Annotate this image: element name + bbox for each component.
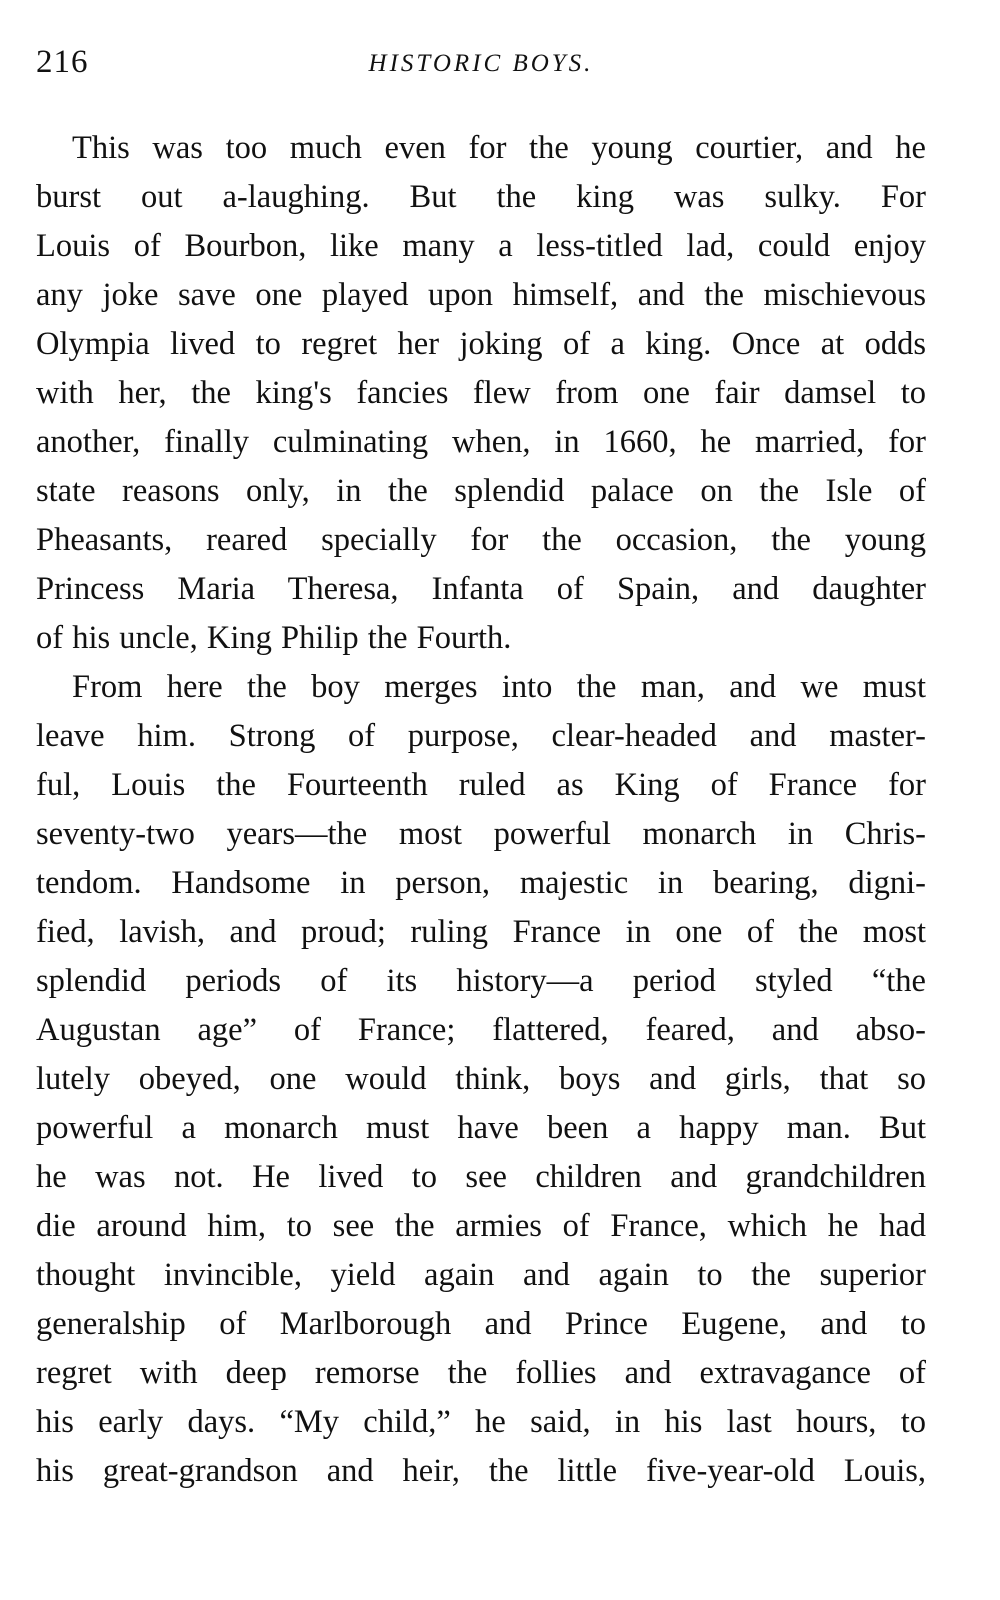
text-line: thought invincible, yield again and again to the superior	[36, 1257, 926, 1293]
text-line: fied, lavish, and proud; ruling France in one of the most	[36, 914, 926, 950]
text-line: seventy-two years—the most powerful monarch in Chris-	[36, 816, 926, 852]
paragraph-2	[36, 663, 926, 1496]
body-text	[36, 124, 926, 1496]
page-header	[36, 44, 926, 90]
text-line: Augustan age” of France; flattered, feared, and abso-	[36, 1012, 926, 1048]
text-line: Princess Maria Theresa, Infanta of Spain, and daughter	[36, 571, 926, 607]
text-line: he was not. He lived to see children and grandchildren	[36, 1159, 926, 1195]
text-line: powerful a monarch must have been a happy man. But	[36, 1110, 926, 1146]
text-line: state reasons only, in the splendid palace on the Isle of	[36, 473, 926, 509]
page-number: 216	[36, 44, 89, 80]
text-line: another, finally culminating when, in 1660, he married, for	[36, 424, 926, 460]
text-line: tendom. Handsome in person, majestic in bearing, digni-	[36, 865, 926, 901]
text-line: with her, the king's fancies flew from one fair damsel to	[36, 375, 926, 411]
text-line: any joke save one played upon himself, and the mischievous	[36, 277, 926, 313]
text-line: From here the boy merges into the man, and we must	[72, 669, 926, 705]
text-line: ful, Louis the Fourteenth ruled as King of France for	[36, 767, 926, 803]
text-line: die around him, to see the armies of France, which he had	[36, 1208, 926, 1244]
text-line: lutely obeyed, one would think, boys and girls, that so	[36, 1061, 926, 1097]
text-line: Pheasants, reared specially for the occasion, the young	[36, 522, 926, 558]
text-line: This was too much even for the young courtier, and he	[72, 130, 926, 166]
text-line: Louis of Bourbon, like many a less-titled lad, could enjoy	[36, 228, 926, 264]
text-line: regret with deep remorse the follies and extravagance of	[36, 1355, 926, 1391]
text-line: generalship of Marlborough and Prince Eugene, and to	[36, 1306, 926, 1342]
text-line: of his uncle, King Philip the Fourth.	[36, 620, 512, 656]
text-line: splendid periods of its history—a period styled “the	[36, 963, 926, 999]
text-line: burst out a-laughing. But the king was sulky. For	[36, 179, 926, 215]
text-line: Olympia lived to regret her joking of a king. Once at odds	[36, 326, 926, 362]
paragraph-1	[36, 124, 926, 663]
running-head: HISTORIC BOYS.	[368, 50, 594, 77]
text-line: his early days. “My child,” he said, in his last hours, to	[36, 1404, 926, 1440]
text-line: leave him. Strong of purpose, clear-headed and master-	[36, 718, 926, 754]
text-line: his great-grandson and heir, the little five-year-old Louis,	[36, 1453, 926, 1489]
